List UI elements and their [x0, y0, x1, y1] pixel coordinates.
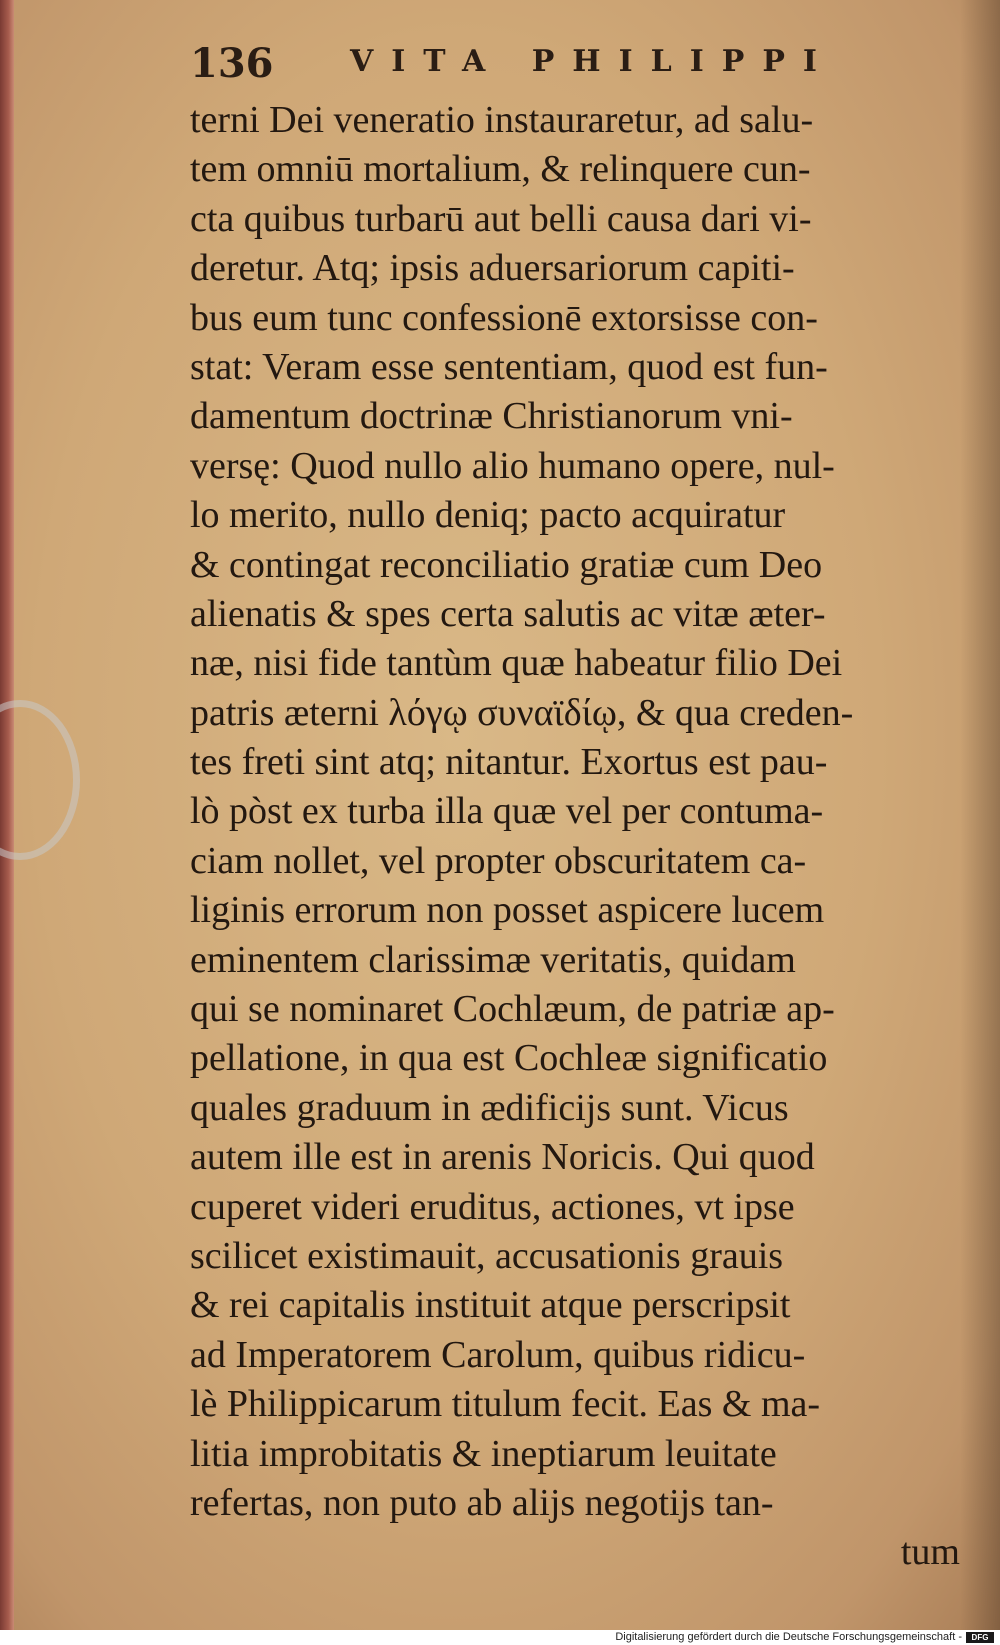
text-line: damentum doctrinæ Christianorum vni- [190, 395, 793, 438]
page-gutter-shadow [960, 0, 1000, 1630]
text-line: stat: Veram esse sententiam, quod est fun- [190, 345, 828, 388]
text-line: ad Imperatorem Carolum, quibus ridicu- [190, 1333, 806, 1376]
text-line: tes freti sint atq; nitantur. Exortus est pau- [190, 741, 828, 784]
text-line: cuperet videri eruditus, actiones, vt ipse [190, 1185, 795, 1228]
text-line: bus eum tunc confessionē extorsisse con- [190, 296, 818, 339]
text-line: & rei capitalis instituit atque perscripsit [190, 1284, 791, 1327]
body-text [190, 96, 960, 1578]
text-line: liginis errorum non posset aspicere lucem [190, 889, 825, 932]
text-line: & contingat reconciliatio gratiæ cum Deo [190, 543, 823, 586]
text-line: autem ille est in arenis Noricis. Qui quod [190, 1136, 815, 1179]
text-line: eminentem clarissimæ veritatis, quidam [190, 938, 796, 981]
text-line: pellatione, in qua est Cochleæ significatio [190, 1037, 828, 1080]
text-line: scilicet existimauit, accusationis grauis [190, 1234, 784, 1277]
text-line: tem omniū mortalium, & relinquere cun- [190, 148, 811, 191]
text-line: lò pòst ex turba illa quæ vel per contuma- [190, 790, 824, 833]
running-head [190, 40, 970, 90]
text-line: deretur. Atq; ipsis aduersariorum capiti- [190, 247, 795, 290]
text-line: alienatis & spes certa salutis ac vitæ æter- [190, 592, 826, 635]
text-line: versę: Quod nullo alio humano opere, nul- [190, 444, 835, 487]
text-line: patris æterni λόγῳ συναϊδίῳ, & qua creden- [190, 691, 854, 734]
text-line: qui se nominaret Cochlæum, de patriæ ap- [190, 988, 835, 1031]
running-title: VITA PHILIPPI [350, 44, 835, 79]
dfg-logo: DFG [966, 1632, 994, 1643]
text-line: litia improbitatis & ineptiarum leuitate [190, 1432, 777, 1475]
text-line: terni Dei veneratio instauraretur, ad salu- [190, 99, 814, 141]
text-line: lè Philippicarum titulum fecit. Eas & ma- [190, 1383, 821, 1426]
text-line: næ, nisi fide tantùm quæ habeatur filio Dei [190, 642, 843, 685]
text-line: ciam nollet, vel propter obscuritatem ca- [190, 839, 807, 882]
catchword: tum [900, 1531, 960, 1574]
footer-bar [0, 1630, 1000, 1645]
funding-credit: Digitalisierung gefördert durch die Deutsche Forschungsgemeinschaft - [615, 1631, 962, 1643]
page-number: 136 [190, 40, 274, 87]
text-line: quales graduum in ædificijs sunt. Vicus [190, 1086, 789, 1129]
text-line: lo merito, nullo deniq; pacto acquiratur [190, 494, 786, 537]
text-line: cta quibus turbarū aut belli causa dari vi- [190, 197, 812, 240]
text-line: refertas, non puto ab alijs negotijs tan- [190, 1481, 774, 1524]
